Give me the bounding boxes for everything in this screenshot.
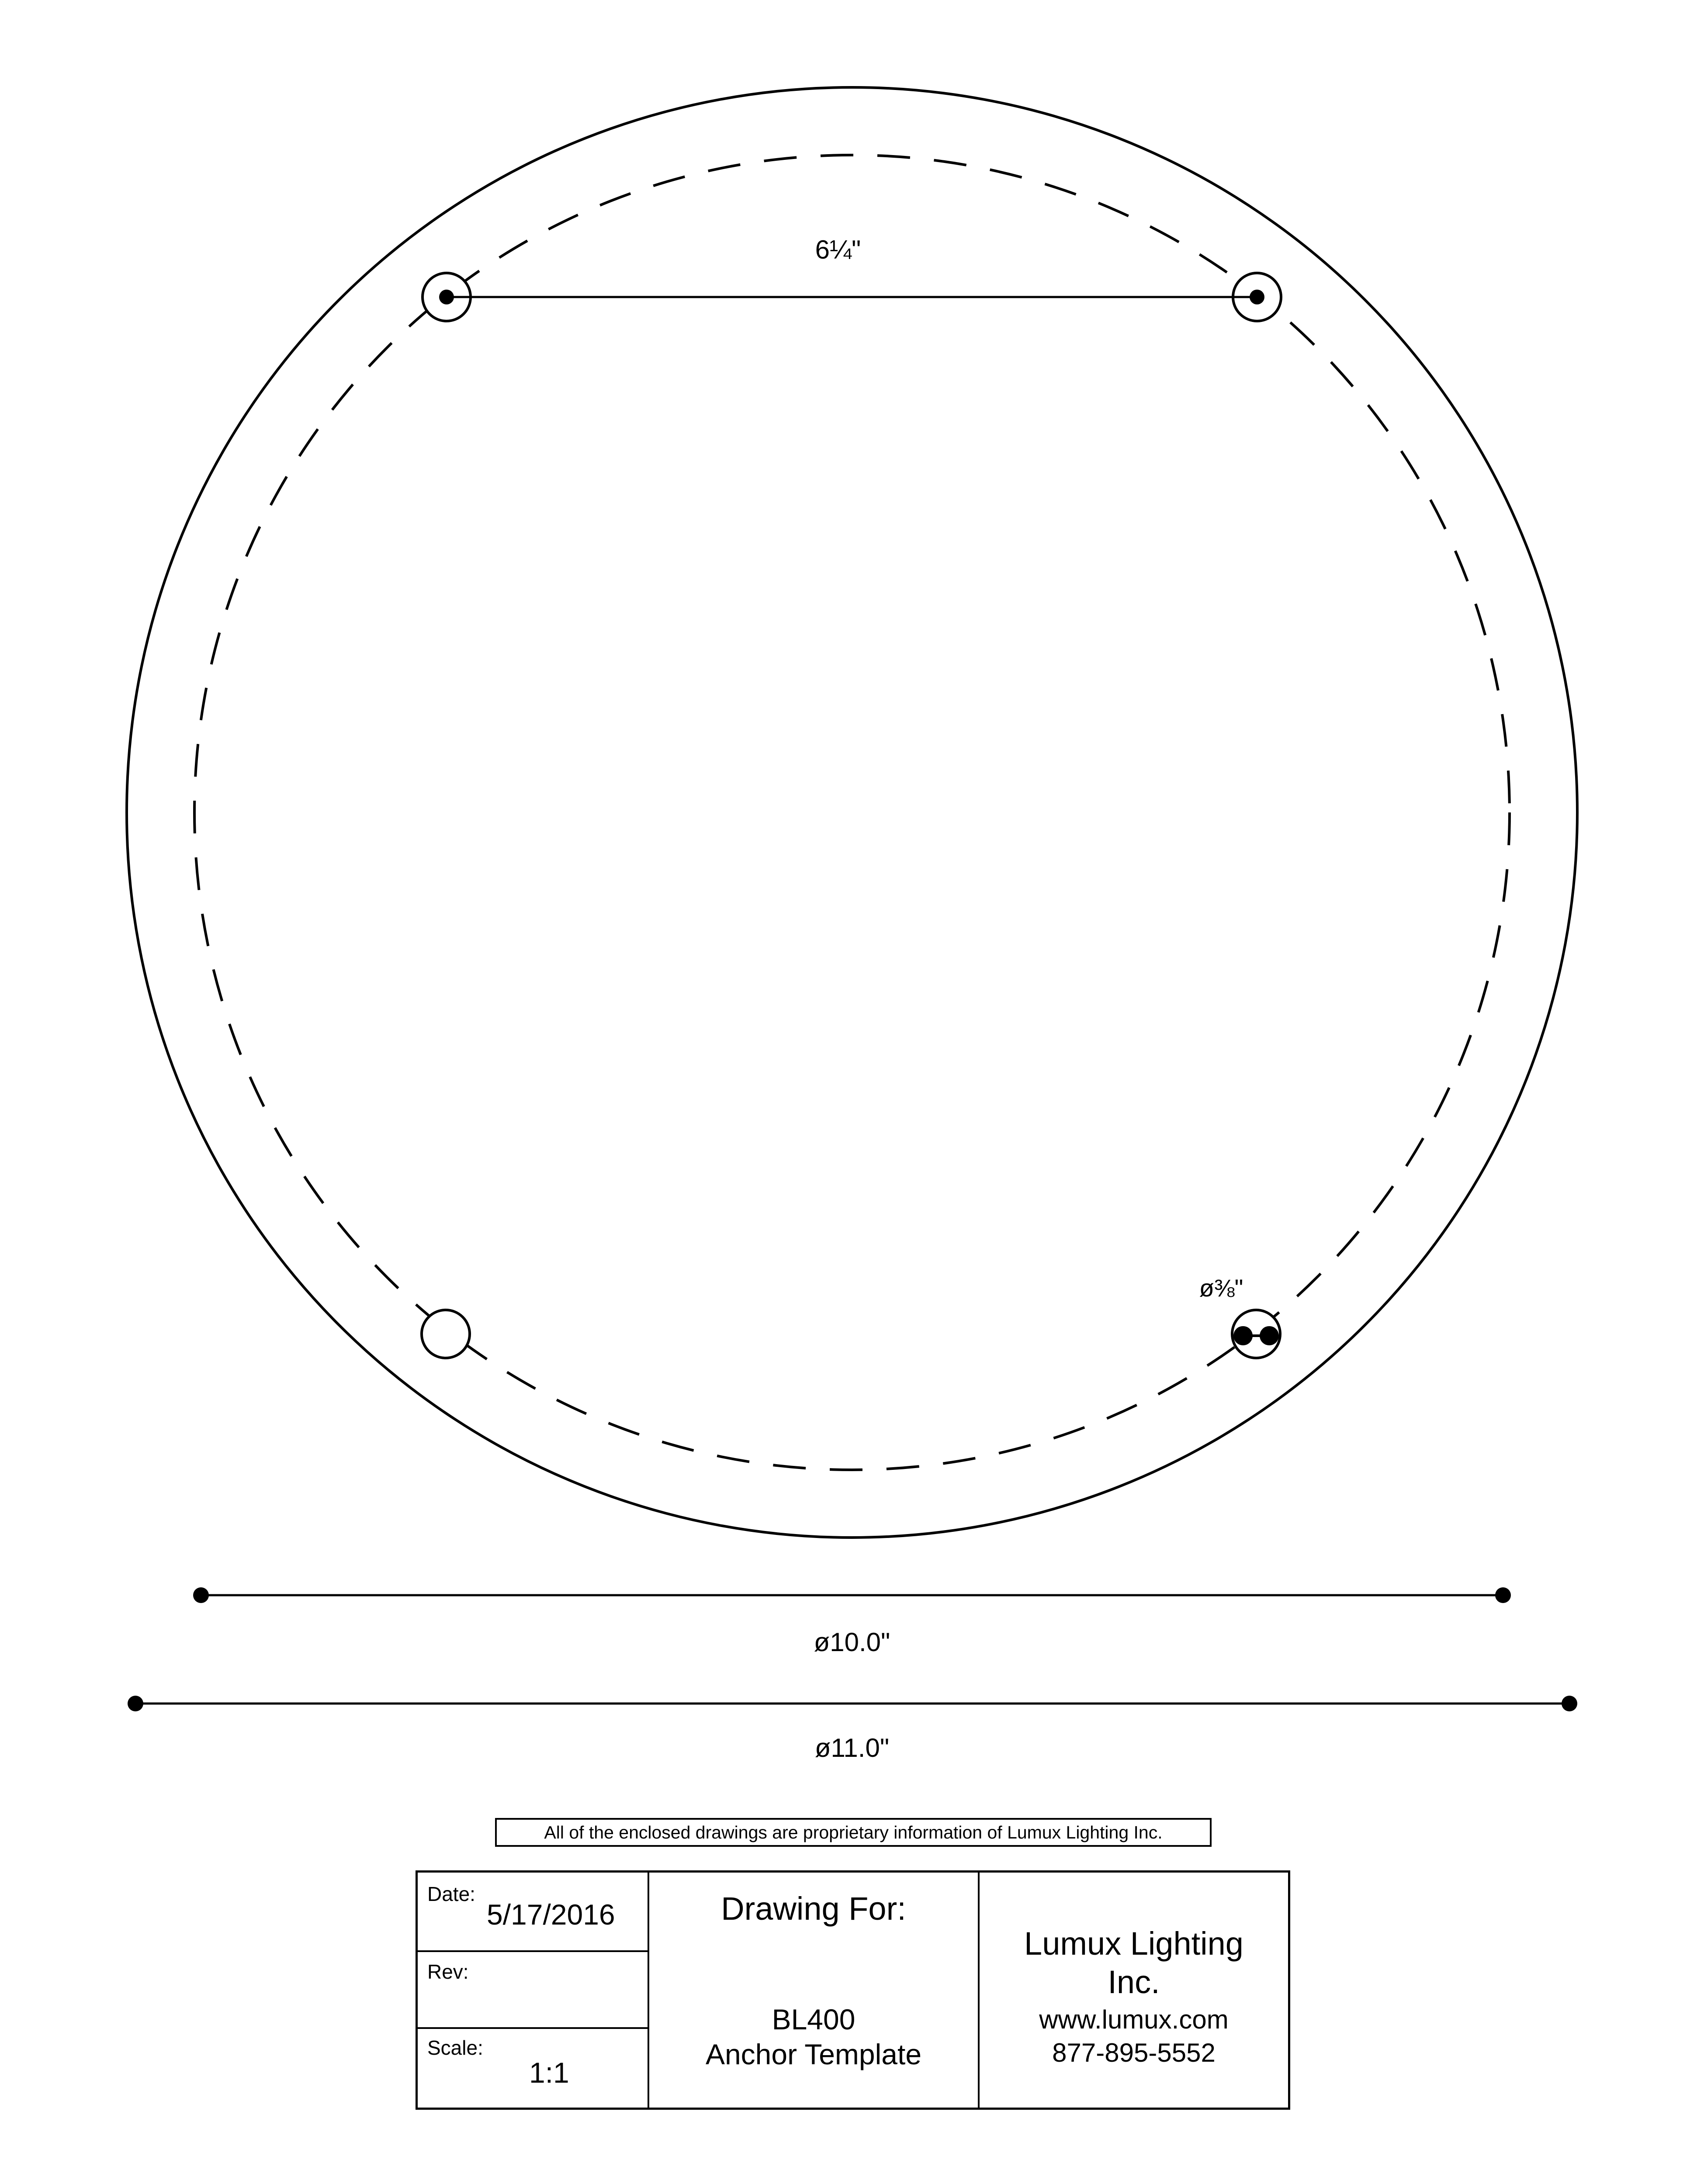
rev-cell bbox=[418, 1950, 648, 2027]
scale-label: Scale: bbox=[427, 2036, 483, 2059]
anchor-hole-bottom-left bbox=[422, 1310, 470, 1358]
hole-diameter-label: ø⅜" bbox=[1199, 1274, 1243, 1302]
drawing-name: Anchor Template bbox=[705, 2038, 922, 2070]
company-phone: 877-895-5552 bbox=[1052, 2038, 1216, 2067]
date-label: Date: bbox=[427, 1883, 475, 1905]
drawing-for-cell bbox=[649, 1873, 978, 2108]
inner-diameter-label: ø10.0" bbox=[814, 1628, 890, 1657]
rev-label: Rev: bbox=[427, 1960, 469, 1983]
outer-diameter-label: ø11.0" bbox=[814, 1733, 890, 1762]
company-name-line2: Inc. bbox=[1108, 1964, 1160, 2000]
outer-plate-circle bbox=[127, 87, 1577, 1538]
inner-diameter-end-dot-right bbox=[1495, 1587, 1511, 1603]
drawing-for-label: Drawing For: bbox=[721, 1890, 906, 1927]
outer-diameter-end-dot-left bbox=[128, 1696, 143, 1711]
date-cell bbox=[418, 1873, 648, 1950]
hole-diameter-dot-left bbox=[1233, 1326, 1253, 1345]
scale-value: 1:1 bbox=[529, 2056, 569, 2089]
drawing-model: BL400 bbox=[772, 2003, 855, 2035]
bolt-spacing-label: 6¼" bbox=[815, 235, 861, 264]
outer-diameter-end-dot-right bbox=[1562, 1696, 1577, 1711]
company-cell bbox=[980, 1873, 1288, 2108]
scale-cell bbox=[418, 2027, 648, 2108]
date-value: 5/17/2016 bbox=[487, 1898, 615, 1931]
hole-diameter-dot-right bbox=[1260, 1326, 1279, 1345]
proprietary-notice: All of the enclosed drawings are proprietary information of Lumux Lighting Inc. bbox=[495, 1818, 1212, 1847]
bolt-circle-dashed bbox=[194, 155, 1510, 1470]
inner-diameter-end-dot-left bbox=[193, 1587, 209, 1603]
company-name-line1: Lumux Lighting bbox=[1024, 1925, 1243, 1962]
company-website: www.lumux.com bbox=[1039, 2005, 1229, 2034]
title-block bbox=[416, 1870, 1290, 2110]
